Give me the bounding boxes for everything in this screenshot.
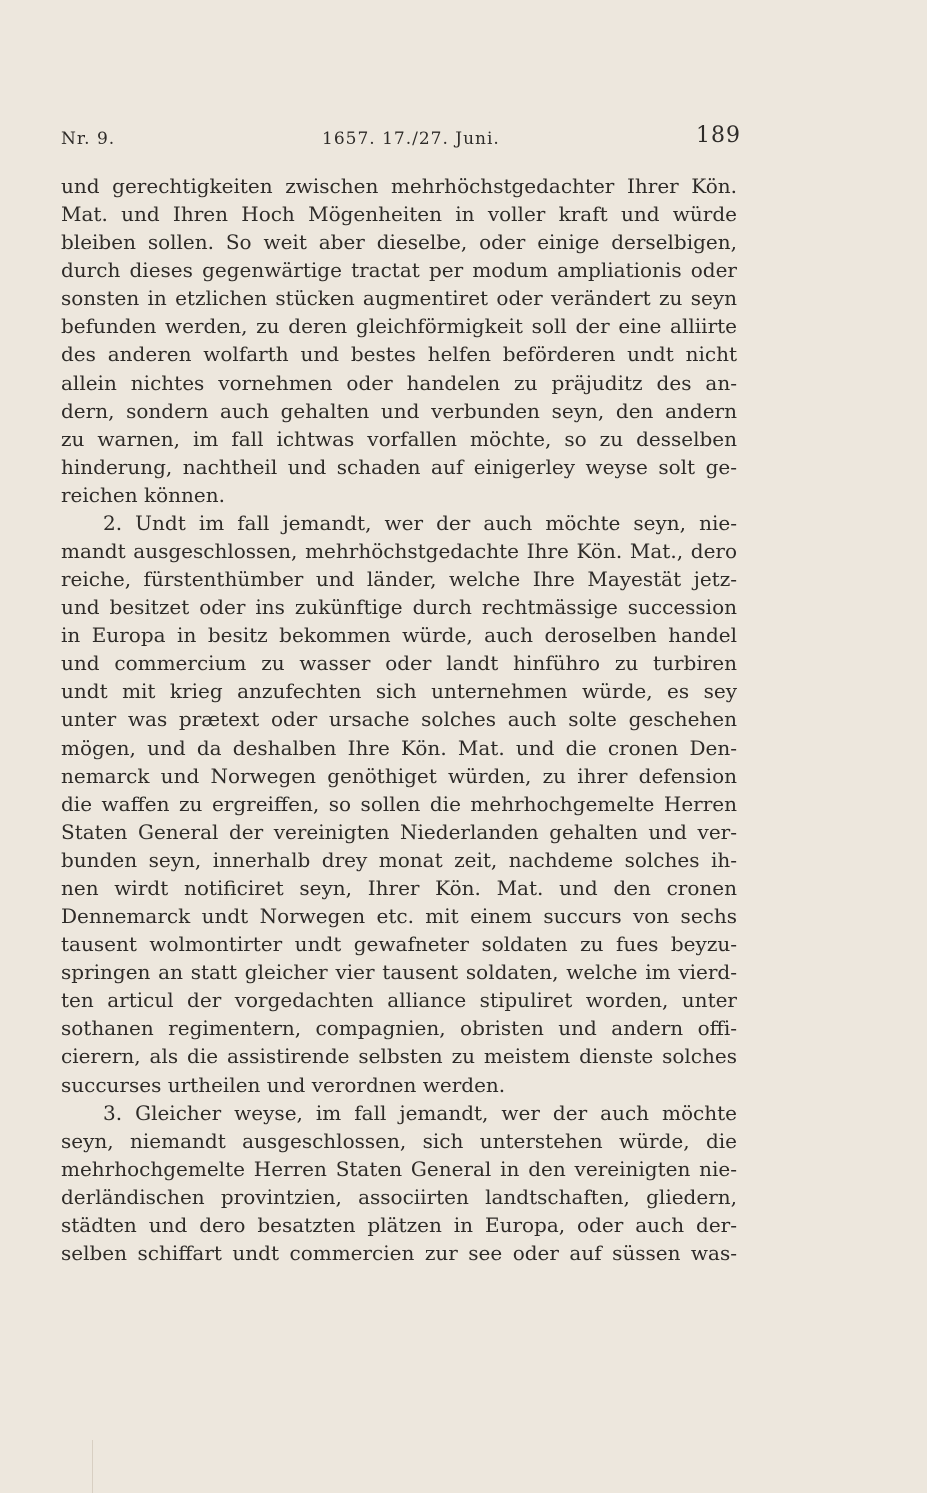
paragraph-2-start: 2. Undt im fall jemandt, wer der auch möchte seyn, nie- [103,510,737,535]
text-line: städten und dero besatzten plätzen in Europa, oder auch der- [61,1212,737,1237]
text-line: tausent wolmontirter undt gewafneter soldaten zu fues beyzu- [61,932,737,957]
text-line: Staten General der vereinigten Niederlanden gehalten und ver- [61,819,737,844]
text-line: sothanen regimentern, compagnien, obristen und andern offi- [61,1016,737,1041]
document-number: Nr. 9. [61,129,116,149]
text-line: seyn, niemandt ausgeschlossen, sich unterstehen würde, die [61,1128,737,1153]
document-date: 1657. 17./27. Juni. [322,129,500,149]
text-line: unter was prætext oder ursache solches auch solte geschehen [61,707,737,732]
text-line: in Europa in besitz bekommen würde, auch deroselben handel [61,623,737,648]
text-line: mehrhochgemelte Herren Staten General in den vereinigten nie- [61,1156,737,1181]
text-line: dern, sondern auch gehalten und verbunden seyn, den andern [61,398,737,423]
page-number: 189 [696,123,741,148]
text-line: hinderung, nachtheil und schaden auf einigerley weyse solt ge- [61,454,737,479]
text-line: selben schiffart undt commercien zur see oder auf süssen was- [61,1240,737,1265]
text-line: zu warnen, im fall ichtwas vorfallen möchte, so zu desselben [61,426,737,451]
text-line: Dennemarck undt Norwegen etc. mit einem succurs von sechs [61,904,737,929]
text-line: bleiben sollen. So weit aber dieselbe, oder einige derselbigen, [61,230,737,255]
text-line: und commercium zu wasser oder landt hinführo zu turbiren [61,651,737,676]
text-line: undt mit krieg anzufechten sich unternehmen würde, es sey [61,679,737,704]
text-line: derländischen provintzien, associirten landtschaften, gliedern, [61,1184,737,1209]
text-line: allein nichtes vornehmen oder handelen zu präjuditz des an- [61,370,737,395]
text-line: des anderen wolfarth und bestes helfen beförderen undt nicht [61,342,737,367]
text-line: succurses urtheilen und verordnen werden. [61,1072,506,1097]
text-line: befunden werden, zu deren gleichförmigkeit soll der eine alliirte [61,314,737,339]
text-line: springen an statt gleicher vier tausent soldaten, welche im vierd- [61,960,737,985]
text-line: und besitzet oder ins zukünftige durch rechtmässige succession [61,595,737,620]
text-line: Mat. und Ihren Hoch Mögenheiten in voller kraft und würde [61,202,737,227]
text-line: nen wirdt notificiret seyn, Ihrer Kön. Mat. und den cronen [61,875,737,900]
text-line: nemarck und Norwegen genöthiget würden, zu ihrer defension [61,763,737,788]
text-line: bunden seyn, innerhalb drey monat zeit, nachdeme solches ih- [61,847,737,872]
text-line: durch dieses gegenwärtige tractat per modum ampliationis oder [61,258,737,283]
paragraph-3-start: 3. Gleicher weyse, im fall jemandt, wer der auch möchte [103,1100,737,1125]
text-line: ten articul der vorgedachten alliance stipuliret worden, unter [61,988,737,1013]
text-line: die waffen zu ergreiffen, so sollen die mehrhochgemelte Herren [61,791,737,816]
scan-margin-mark [0,1440,93,1493]
text-line: mandt ausgeschlossen, mehrhöchstgedachte Ihre Kön. Mat., dero [61,539,737,564]
running-header [61,123,741,153]
text-line: mögen, und da deshalben Ihre Kön. Mat. und die cronen Den- [61,735,737,760]
text-line: und gerechtigkeiten zwischen mehrhöchstgedachter Ihrer Kön. [61,174,737,198]
body-text [61,172,737,1267]
text-line: cierern, als die assistirende selbsten zu meistem dienste solches [61,1044,737,1069]
text-line: reiche, fürstenthümber und länder, welche Ihre Mayestät jetz- [61,567,737,592]
text-line: sonsten in etzlichen stücken augmentiret oder verändert zu seyn [61,286,737,311]
text-line: reichen können. [61,482,225,507]
